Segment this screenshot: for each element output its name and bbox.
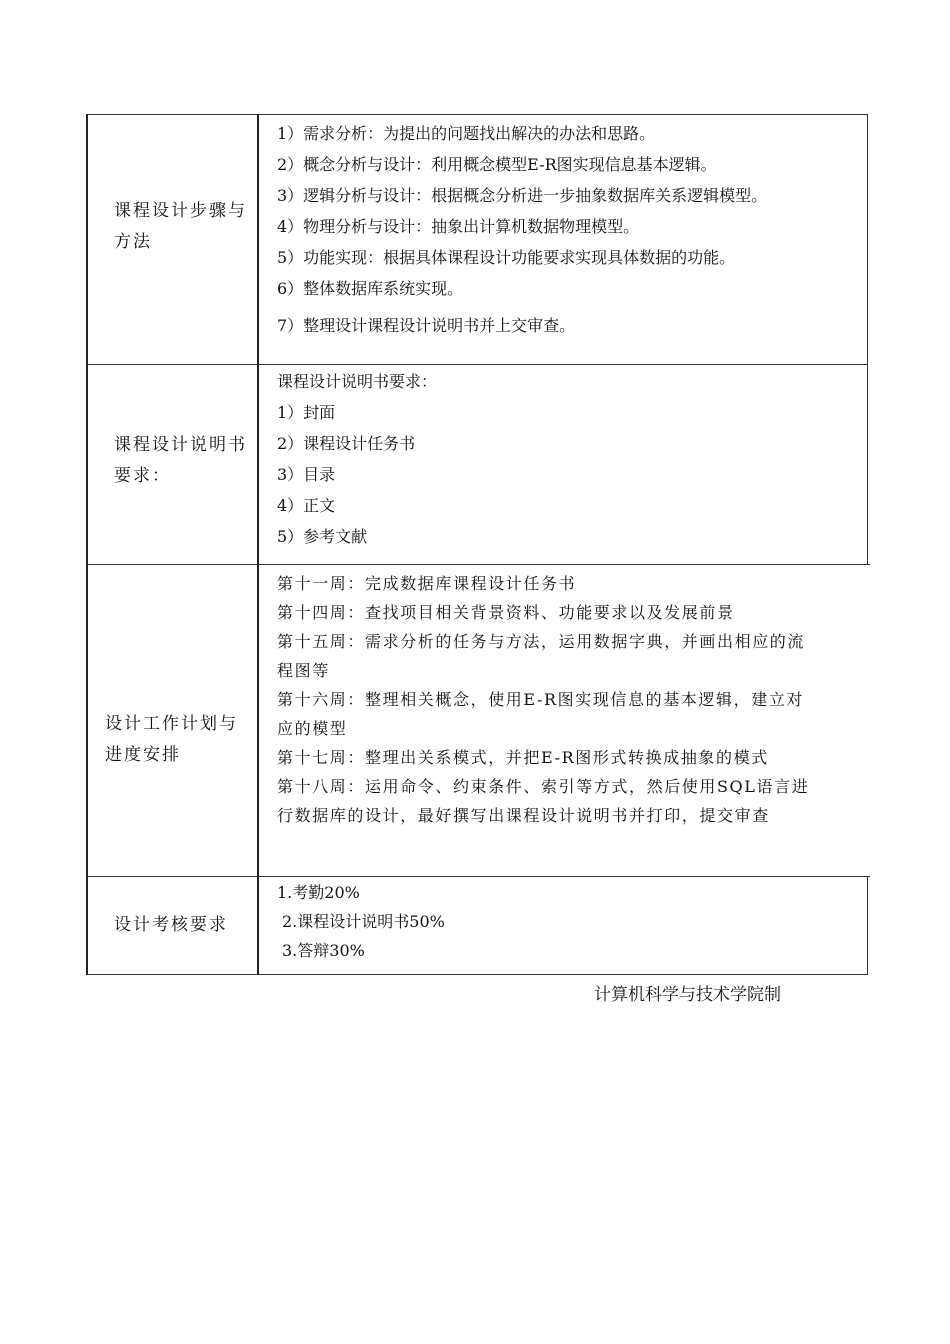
row-label-line: 设计工作计划与: [105, 714, 238, 734]
list-item: 7）整理设计课程设计说明书并上交审查。: [277, 316, 576, 335]
list-item: 6）整体数据库系统实现。: [277, 279, 464, 298]
row-label-line: 进度安排: [105, 745, 181, 765]
list-item: 第十一周：完成数据库课程设计任务书: [277, 574, 577, 593]
list-item: 2.课程设计说明书50%: [282, 912, 445, 931]
list-item: 5）功能实现：根据具体课程设计功能要求实现具体数据的功能。: [277, 248, 736, 267]
row-label-line: 设计考核要求: [114, 915, 228, 935]
table-border-bottom: [86, 974, 868, 975]
row-label-line: 课程设计说明书: [114, 435, 247, 455]
table-row-requirements: [86, 364, 868, 564]
list-item: 1）封面: [277, 403, 336, 422]
table-row-assessment: [86, 876, 868, 974]
table-row-schedule: [86, 564, 868, 876]
list-item: 第十八周：运用命令、约束条件、索引等方式，然后使用SQL语言进: [277, 777, 810, 796]
row-label: [105, 709, 238, 771]
list-item: 4）正文: [277, 496, 336, 515]
row-label: [114, 196, 247, 258]
list-item: 1）需求分析：为提出的问题找出解决的办法和思路。: [277, 124, 656, 143]
list-item: 第十四周：查找项目相关背景资料、功能要求以及发展前景: [277, 603, 735, 622]
row-content: [277, 569, 809, 830]
list-item: 3）目录: [277, 465, 336, 484]
course-design-table: [86, 114, 868, 974]
list-item: 课程设计说明书要求：: [277, 372, 438, 391]
list-item: 3）逻辑分析与设计：根据概念分析进一步抽象数据库关系逻辑模型。: [277, 186, 768, 205]
row-label-line: 要求：: [114, 466, 171, 486]
row-label-line: 方法: [114, 232, 152, 252]
list-item: 1.考勤20%: [277, 883, 360, 902]
list-item: 第十五周：需求分析的任务与方法，运用数据字典，并画出相应的流: [277, 632, 806, 651]
list-item: 4）物理分析与设计：抽象出计算机数据物理模型。: [277, 217, 640, 236]
list-item: 第十七周：整理出关系模式，并把E-R图形式转换成抽象的模式: [277, 748, 769, 767]
row-content: [277, 878, 445, 965]
list-item: 5）参考文献: [277, 527, 368, 546]
table-row-steps: [86, 114, 868, 364]
list-item: 行数据库的设计，最好撰写出课程设计说明书并打印，提交审查: [277, 806, 770, 825]
list-item: 第十六周：整理相关概念，使用E-R图实现信息的基本逻辑，建立对: [277, 690, 805, 709]
row-label: [114, 910, 228, 941]
row-content: [277, 118, 767, 341]
list-item: 2）课程设计任务书: [277, 434, 416, 453]
row-label: [114, 430, 247, 492]
list-item: 应的模型: [277, 719, 348, 738]
list-item: 程图等: [277, 661, 330, 680]
row-label-line: 课程设计步骤与: [114, 201, 247, 221]
list-item: 2）概念分析与设计：利用概念模型E-R图实现信息基本逻辑。: [277, 155, 717, 174]
row-content: [277, 366, 437, 552]
list-item: 3.答辩30%: [282, 941, 365, 960]
issuer-footer: 计算机科学与技术学院制: [594, 985, 781, 1005]
